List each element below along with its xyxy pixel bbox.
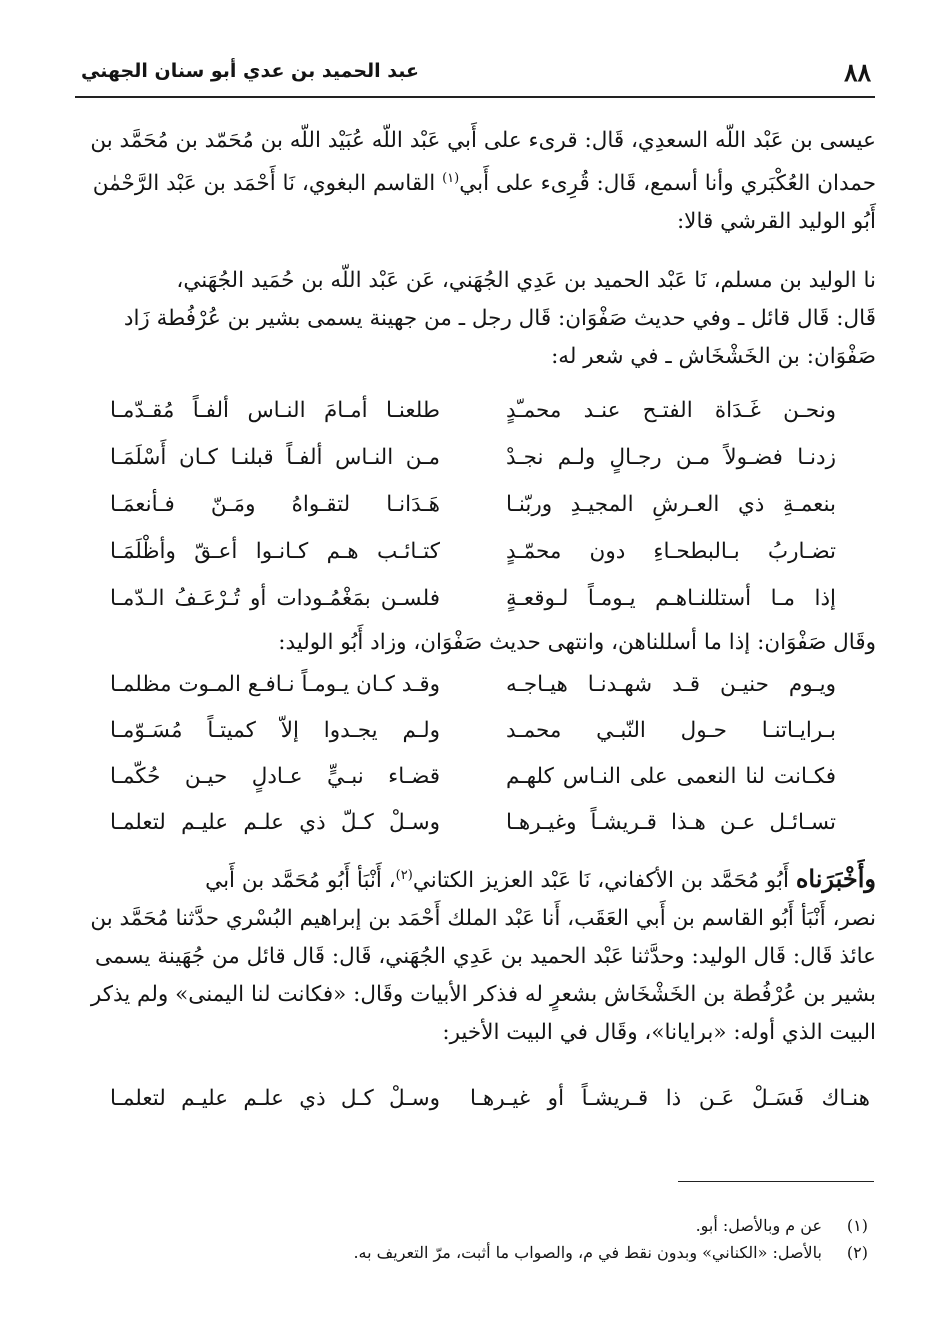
footnote-divider (678, 1181, 874, 1182)
verse-second-hemistich: قضـاء نبـيٍّ عـادلٍ حيـن حُكّمـا (110, 764, 440, 789)
text-segment: ، أَنْبَأ أَبُو مُحَمَّد بن أَبي (205, 868, 396, 894)
footnote-number: (٢) (846, 1243, 868, 1262)
paragraph-isnad-2 (70, 262, 876, 376)
footnote-item (150, 1239, 868, 1266)
verse-first-hemistich: إذا مـا أستللنـاهـم يـومـاً لـوقعـةٍ (506, 586, 836, 611)
verse-line (110, 485, 836, 525)
footnote-ref-1: (١) (442, 171, 460, 186)
verse-line (110, 665, 836, 705)
text-line: أَبُو الوليد القرشي قالا: (676, 209, 876, 235)
verse-second-hemistich: وسـلْ كـل ذي علـم عليـم لتعلمـا (110, 1086, 440, 1111)
text-line: عائذ قَال: قَال الوليد: وحدَّثنا عَبْد الحميد بن عَدِي الجُهَني، قَال: قَال قائل من جُهَينة يسمى (95, 944, 876, 970)
verse-first-hemistich: تضـاربُ بـالبطحـاءِ دون محمّـدٍ (506, 539, 836, 564)
text-segment: القاسم البغوي، نَا أَحْمَد بن عَبْد الرَّحْمٰن (92, 171, 436, 197)
text-line: صَفْوَان: بن الخَشْخَاش ـ في شعر له: (551, 344, 876, 369)
text-line: البيت الذي أوله: «برايانا»، وقَال في البيت الأخير: (442, 1020, 876, 1046)
text-line (70, 160, 876, 203)
text-segment: حمدان العُكْبَري وأنا أسمع، قَال: قُرِىء على أَبي (459, 171, 876, 197)
text-line: نا الوليد بن مسلم، نَا عَبْد الحميد بن عَدِي الجُهَني، عَن عَبْد اللّه بن حُمَيد الجُهَني، (176, 268, 876, 293)
final-verse (110, 1079, 870, 1119)
footnote-item (150, 1212, 868, 1239)
text-line (70, 857, 876, 900)
verse-second-hemistich: هَـدَانـا لتقـواهُ ومَـنّ فـأنعمَـا (110, 492, 440, 517)
paragraph-isnad-3 (70, 857, 876, 1052)
verse-line (110, 757, 836, 797)
verse-second-hemistich: فلسـن بمَغْمُـودات أو تُـرْعَـفُ الـدّمـا (110, 586, 440, 611)
paragraph-isnad-1 (70, 122, 876, 241)
verse-second-hemistich: مـن النـاس ألفـاً قبلنـا كـان أَسْلَمَـا (110, 445, 440, 470)
verse-line (110, 579, 836, 619)
verse-second-hemistich: ولـم يجـدوا إلاّ كميتـاً مُسَـوّمـا (110, 718, 440, 743)
footnote-ref-2: (٢) (395, 868, 413, 883)
verse-first-hemistich: بـرايـاتنـا حـول النّبـي محمـد (506, 718, 836, 743)
verse-first-hemistich: زدنـا فضـولاً مـن رجـالٍ ولـم نجـدْ (506, 445, 836, 470)
poem-2 (110, 665, 836, 843)
text-line: قَال: قَال قائل ـ وفي حديث صَفْوَان: قَال رجل ـ من جهينة يسمى بشير بن عُرْفُطة زَاد (123, 306, 876, 331)
verse-second-hemistich: طلعنـا أمـامَ النـاس ألفـاً مُقـدّمـا (110, 398, 440, 423)
verse-second-hemistich: وسـلْ كـلّ ذي علـم عليـم لتعلمـا (110, 810, 440, 835)
verse-second-hemistich: وقـد كـان يـومـاً نـافـع المـوت مظلمـا (109, 672, 440, 697)
lead-word: وأَخْبَرَناه (795, 864, 876, 894)
footnote-number: (١) (846, 1216, 868, 1235)
verse-first-hemistich: تسـائـل عـن هـذا قـريشـاً وغيـرهـا (506, 810, 836, 835)
verse-line (110, 532, 836, 572)
text-line: عيسى بن عَبْد اللّه السعدِي، قَال: قرىء على أَبي عَبْد اللّه عُبَيْد اللّه بن مُحَمّد بن مُحَمَّد بن (90, 128, 876, 153)
verse-line (110, 803, 836, 843)
verse-first-hemistich: ونحـن غَـدَاة الفتـح عنـد محمـّدٍ (506, 398, 836, 423)
verse-second-hemistich: كتـائـب هـم كـانـوا أعـقّ وأظْلَمَـا (110, 539, 440, 564)
text-line: وقَال صَفْوَان: إذا ما أسللناهن، وانتهى حديث صَفْوَان، وزاد أَبُو الوليد: (278, 630, 876, 655)
paragraph-transition (70, 624, 876, 662)
footnote-text: عن م وبالأصل: أبو. (695, 1216, 822, 1235)
verse-first-hemistich: بنعمـةِ ذي العـرشِ المجيـدِ وربّنـا (506, 492, 836, 517)
text-line: بشير بن عُرْفُطة بن الخَشْخَاش بشعرٍ له فذكر الأبيات وقَال: «فكانت لنا اليمنى» ولم يذكر (90, 982, 876, 1008)
verse-line (110, 438, 836, 478)
text-segment: أَبُو مُحَمَّد بن الأكفاني، نَا عَبْد العزيز الكتاني (412, 868, 789, 894)
verse-line (110, 391, 836, 431)
text-line: نصر، أَنْبَأ أَبُو القاسم بن أَبي العَقَب، أَنا عَبْد الملك أَحْمَد بن إبراهيم البُسْري حدَّثنا مُحَمَّد بن (90, 906, 876, 932)
page-number: ٨٨ (844, 58, 871, 87)
footnotes (150, 1212, 868, 1266)
page-header (75, 52, 875, 98)
verse-first-hemistich: فكـانت لنا النعمى على النـاس كلهـم (506, 764, 836, 789)
verse-first-hemistich: ويـوم حنيـن قـد شهـدنـا هيـاجـه (506, 672, 836, 697)
running-title: عبد الحميد بن عدي أبو سنان الجهني (81, 60, 420, 82)
verse-line (110, 711, 836, 751)
footnote-text: بالأصل: «الكناني» وبدون نقط في م، والصواب ما أثبت، مرّ التعريف به. (353, 1243, 822, 1262)
poem-1 (110, 391, 836, 619)
verse-first-hemistich: هنـاك فَسَـلْ عَـن ذا قـريشـاً أو غيـرهـا (470, 1086, 870, 1111)
